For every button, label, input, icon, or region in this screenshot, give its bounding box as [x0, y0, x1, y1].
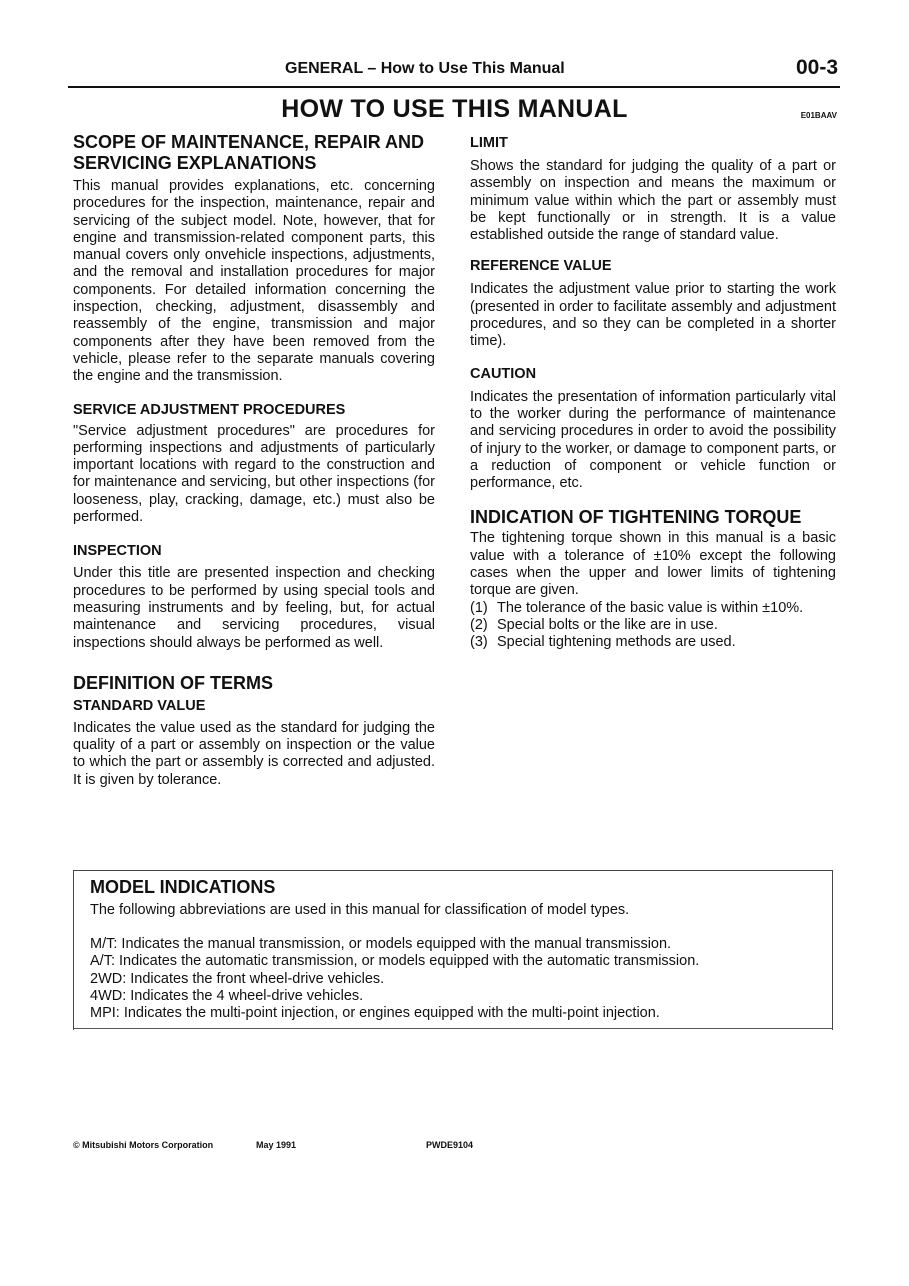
service-adjustment-text: "Service adjustment procedures" are procedures for performing inspections and adjustments of particularly important locations with regard to the construction and for maintenance and servicing, but other inspections (for looseness, play, cracking, damage, etc.) must also be performed.	[73, 422, 435, 526]
inspection-text: Under this title are presented inspection and checking procedures to be performed by using special tools and measuring instruments and by feeling, but, for actual maintenance and servicing procedures, visual inspections should always be performed as well.	[73, 565, 435, 651]
list-item: (2) Special bolts or the like are in use.	[470, 616, 718, 633]
scope-text: This manual provides explanations, etc. concerning procedures for the inspection, maintenance, repair and servicing of the subject model. Note, however, that for engine and transmission-related component parts, this manual covers only onvehicle inspections, adjustments, and the removal and installation procedures for major components. For detailed information concerning the inspection, checking, adjustment, disassembly and reassembly of the engine, transmission and major components after they have been removed from the vehicle, please refer to the separate manuals covering the engine and the transmission.	[73, 178, 435, 385]
section-title: GENERAL – How to Use This Manual	[285, 60, 565, 77]
standard-value-text: Indicates the value used as the standard for judging the quality of a part or assembly on inspection or the value to which the part or assembly is corrected and adjusted. It is given by tolerance.	[73, 719, 435, 788]
footer-date: May 1991	[256, 1140, 297, 1150]
list-item: (3) Special tightening methods are used.	[470, 634, 736, 651]
model-indications-list	[90, 936, 699, 1022]
scope-heading: SCOPE OF MAINTENANCE, REPAIR AND SERVICING EXPLANATIONS	[73, 132, 425, 173]
torque-heading: INDICATION OF TIGHTENING TORQUE	[470, 507, 802, 528]
list-item: 4WD: Indicates the 4 wheel-drive vehicles.	[90, 987, 364, 1004]
limit-text: Shows the standard for judging the quality of a part or assembly on inspection and means the maximum or minimum value within which the part or assembly must be kept functionally or in strength. It is a value established outside the range of standard value.	[470, 158, 836, 244]
document-code: E01BAAV	[800, 111, 837, 120]
header-divider	[68, 86, 840, 88]
list-item: MPI: Indicates the multi-point injection, or engines equipped with the multi-point injection.	[90, 1005, 660, 1022]
list-item: M/T: Indicates the manual transmission, or models equipped with the manual transmission.	[90, 936, 672, 952]
caution-heading: CAUTION	[470, 365, 537, 382]
footer-copyright: © Mitsubishi Motors Corporation	[73, 1140, 214, 1150]
model-indications-heading: MODEL INDICATIONS	[90, 877, 276, 897]
list-item: A/T: Indicates the automatic transmission, or models equipped with the automatic transmission.	[90, 953, 700, 970]
model-indications-box	[73, 870, 833, 1030]
page-number: 00-3	[795, 56, 838, 79]
right-column	[470, 132, 836, 652]
model-indications-intro: The following abbreviations are used in this manual for classification of model types.	[90, 902, 630, 918]
torque-list	[470, 600, 836, 652]
torque-text: The tightening torque shown in this manual is a basic value with a tolerance of ±10% except the following cases when the upper and lower limits of tightening torque are given.	[470, 530, 836, 599]
service-adjustment-heading: SERVICE ADJUSTMENT PROCEDURES	[73, 401, 346, 418]
definition-heading: DEFINITION OF TERMS	[73, 672, 273, 693]
limit-heading: LIMIT	[470, 135, 508, 151]
list-item: 2WD: Indicates the front wheel-drive vehicles.	[90, 970, 385, 987]
footer-code: PWDE9104	[426, 1140, 474, 1150]
inspection-heading: INSPECTION	[73, 543, 162, 560]
page-title: HOW TO USE THIS MANUAL	[281, 95, 628, 123]
model-box-bottom-rule	[73, 1028, 833, 1029]
caution-text: Indicates the presentation of information particularly vital to the worker during the performance of maintenance and servicing procedures in order to avoid the possibility of injury to the worker, or damage to component parts, or a reduction of component or vehicle function or performance, etc.	[470, 388, 836, 492]
reference-value-heading: REFERENCE VALUE	[470, 258, 612, 275]
standard-value-heading: STANDARD VALUE	[73, 697, 206, 714]
list-item: (1) The tolerance of the basic value is within ±10%.	[470, 599, 804, 616]
left-column	[73, 132, 435, 789]
reference-value-text: Indicates the adjustment value prior to starting the work (presented in order to facilitate assembly and adjustment procedures, and so they can be completed in a shorter time).	[470, 281, 836, 350]
